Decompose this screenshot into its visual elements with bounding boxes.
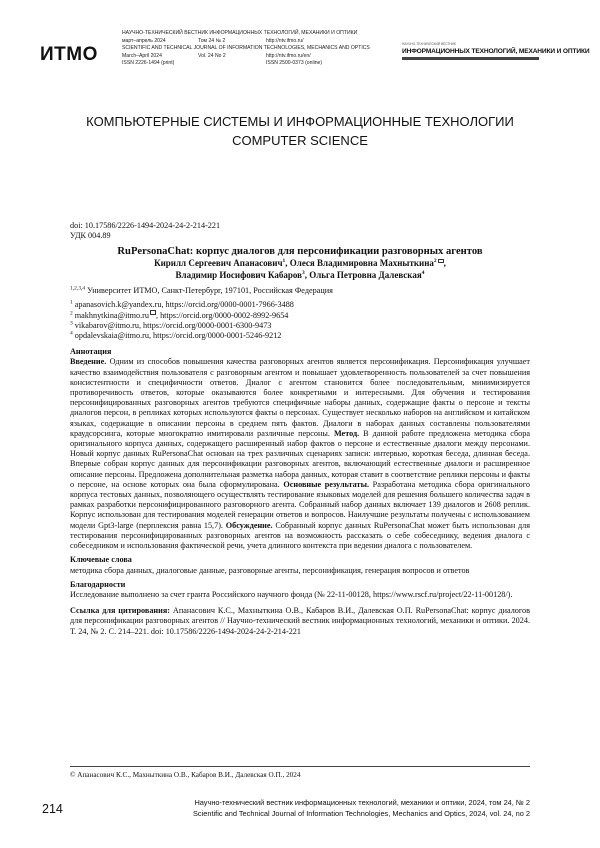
email-sup: 3 (70, 320, 73, 327)
abstract-results: Разработана методика сбора оригинального корпуса тестовых данных, позволяющего осуществлять тестирование языковых моделей для решения большего количества задач в рамках разработки персонифицированного разговорного агента. Собранный набор данных включает 139 диалогов и 2608 реплик. Корпус использован для тестирования моделей генерации ответов и вопросов. Наилучшие результаты получены с использованием модели Gpt3-large (перплексия равна 15,7). (70, 479, 531, 530)
abstract-method: В данной работе предложена методика сбора оригинального корпуса данных, содержащего расширенный набор фактов о персоне и естественные диалоги между персонами. Новый корпус данных RuPersonaChat основан на трех различных сценариях записи: интервью, короткая беседа, длинная беседа. Впервые собран корпус данных для персонификации разговорных агентов, включающий естественные диалоги и расширенное описание персоны. Предложена дополнительная разметка набора данных, которая ставит в соответствие реплики персоны и факты о персоне, на основе которых она была сформулирована. (70, 428, 530, 489)
author-1: Кирилл Сергеевич Апанасович (154, 258, 283, 269)
section-title-en: COMPUTER SCIENCE (232, 133, 368, 148)
author-4-sup: 4 (421, 269, 425, 276)
journal-name-en: SCIENTIFIC AND TECHNICAL JOURNAL OF INFORMATION TECHNOLOGIES, MECHANICS AND OPTICS (122, 45, 370, 52)
email-sup: 1 (70, 299, 73, 306)
affiliation-text: Университет ИТМО, Санкт-Петербург, 197101, Российская Федерация (85, 286, 333, 296)
acknowledgements-text: Исследование выполнено за счет гранта Российского научного фонда (№ 22-11-00128, https://www.rscf.ru/project/22-11-00128/). (70, 589, 513, 599)
author-4: Ольга Петровна Далевская (309, 269, 422, 280)
email-item (70, 311, 530, 321)
issn-print: ISSN 2226-1494 (print) (122, 60, 175, 67)
issn-online: ISSN 2500-0373 (online) (266, 60, 323, 67)
footer-journal-ru: Научно-технический вестник информационных технологий, механики и оптики, 2024, том 24, № 2 (194, 798, 530, 807)
article-title: RuPersonaChat: корпус диалогов для персонификации разговорных агентов (117, 246, 483, 258)
email-link[interactable]: opdalevskaia@itmo.ru, https://orcid.org/0000-0001-5246-9212 (72, 331, 282, 341)
email-item (70, 331, 530, 341)
email-item (70, 321, 530, 331)
abstract-discussion-label: Обсуждение. (225, 520, 273, 530)
affiliation (70, 286, 530, 296)
keywords-text: методика сбора данных, диалоговые данные, разговорные агенты, персонификация, генерация вопросов и ответов (70, 565, 470, 575)
author-2: Олеся Владимировна Махныткина (289, 258, 434, 269)
issue-row-ru (122, 38, 384, 46)
issue-volume-en: Vol. 24 No 2 (198, 52, 226, 59)
itmo-logo: ИТМО (40, 44, 98, 65)
journal-name-ru: НАУЧНО-ТЕХНИЧЕСКИЙ ВЕСТНИК ИНФОРМАЦИОННЫХ ТЕХНОЛОГИЙ, МЕХАНИКИ И ОПТИКИ (122, 30, 358, 36)
author-2-sup: 2 (433, 258, 437, 265)
article-udk: УДК 004.89 (70, 231, 111, 241)
abstract-results-label: Основные результаты. (283, 479, 370, 489)
author-3-sup: 3 (302, 269, 305, 276)
page-number: 214 (42, 802, 63, 816)
journal-url-ru[interactable]: http://ntv.ifmo.ru/ (266, 37, 304, 44)
issn-row (122, 60, 384, 68)
keywords-heading: Ключевые слова (70, 555, 132, 565)
footer-journal-info (193, 797, 530, 819)
footer-journal-en: Scientific and Technical Journal of Information Technologies, Mechanics and Optics, 2024, vol. 24, no 2 (192, 809, 530, 818)
author-1-sup: 1 (282, 258, 286, 265)
affiliation-sup: 1,2,3,4 (70, 285, 86, 292)
citation-text: Апанасович К.С., Махныткина О.В., Кабаров В.И., Далевская О.П. RuPersonaChat: корпус диалогов для персонификации разговорных агентов // Научно-технический вестник информационных технологий, механики и оптики. 2024. Т. 24, № 2. С. 214–221. doi: 10.17586/2226-1494-2024-24-2-214-221 (70, 606, 530, 636)
journal-logo-big-text: ИНФОРМАЦИОННЫХ ТЕХНОЛОГИЙ, МЕХАНИКИ И ОПТИКИ (402, 48, 590, 55)
abstract-intro: Одним из способов повышения качества разговорных агентов является персонификация. Персонификация улучшает качество взаимодействия пользователя с разговорным агентом и повышает удовлетворенность пользователей за счет повышения консистентности и специфичности ответов. Диалог с агентом становится более последовательным, минимизируется противоречивость ответов, которые оказываются более конкретными и интересными. Для обучения и тестирования персонифицированных разговорных агентов требуются специфичные наборы данных, содержащие факты о персоне и тексты диалогов персон, в репликах которых используются факты о персонах. Существует несколько наборов на английском и китайском языках, содержащие в описании персоны в среднем пять фактов. Диалоги в наборах данных составлены пользователями краудсорсинга, которые многократно имитировали различные персоны. (70, 357, 530, 438)
envelope-icon (150, 310, 156, 314)
orcid-link[interactable]: , https://orcid.org/0000-0002-8992-9654 (155, 310, 289, 320)
abstract-text (70, 357, 530, 551)
abstract-discussion: Собранный корпус данных RuPersonaChat может быть использован для тестирования персонифицированных разговорных агентов на возможность рассказать о себе собеседнику, ведения диалога с собеседником и использования фактической речи, учета длинного контекста при ведении диалога с пользователем. (70, 520, 531, 551)
issue-row-en (122, 53, 384, 61)
email-item (70, 300, 530, 310)
abstract-method-label: Метод. (333, 428, 360, 438)
issue-date-en: March–April 2024 (122, 52, 162, 59)
author-separator: , (285, 258, 290, 269)
issue-date-ru: март–апрель 2024 (122, 37, 166, 44)
issue-volume-ru: Том 24 № 2 (198, 37, 226, 44)
copyright-notice: © Апанасович К.С., Махныткина О.В., Кабаров В.И., Далевская О.П., 2024 (70, 771, 301, 779)
email-link[interactable]: makhnytkina@itmo.ru (72, 310, 149, 320)
copyright-divider (70, 766, 530, 767)
author-emails (70, 300, 530, 341)
journal-logo-small-text: НАУЧНО-ТЕХНИЧЕСКИЙ ВЕСТНИК (402, 42, 456, 46)
citation-label: Ссылка для цитирования: (70, 606, 171, 616)
email-link[interactable]: apanasovich.k@yandex.ru, https://orcid.org/0000-0001-7966-3488 (72, 300, 294, 310)
author-3: Владимир Иосифович Кабаров (175, 269, 302, 280)
abstract-heading: Аннотация (70, 347, 112, 357)
citation (70, 606, 530, 637)
journal-url-en[interactable]: http://ntv.ifmo.ru/en/ (266, 52, 311, 59)
journal-logo-bar (402, 57, 539, 60)
article-authors: Кирилл Сергеевич Апанасович$^1$, Олеся Владимировна Махныткина$^2$ , Владимир Иосифович Кабаров$^3$, Ольга Петровна Далевская$^4$ (154, 258, 446, 280)
email-link[interactable]: vikabarov@itmo.ru, https://orcid.org/0000-0001-6300-9473 (72, 320, 272, 330)
email-sup: 4 (70, 330, 73, 337)
abstract-intro-label: Введение. (70, 357, 107, 367)
article-body (70, 221, 530, 637)
journal-header-info (122, 30, 384, 68)
author-separator: , (304, 269, 310, 280)
envelope-icon (438, 259, 444, 263)
article-doi: doi: 10.17586/2226-1494-2024-24-2-214-221 (70, 221, 221, 230)
acknowledgements-heading: Благодарности (70, 579, 126, 589)
section-title-ru: КОМПЬЮТЕРНЫЕ СИСТЕМЫ И ИНФОРМАЦИОННЫЕ ТЕХНОЛОГИИ (86, 114, 514, 129)
journal-logo (402, 42, 590, 74)
email-sup: 2 (70, 309, 73, 316)
